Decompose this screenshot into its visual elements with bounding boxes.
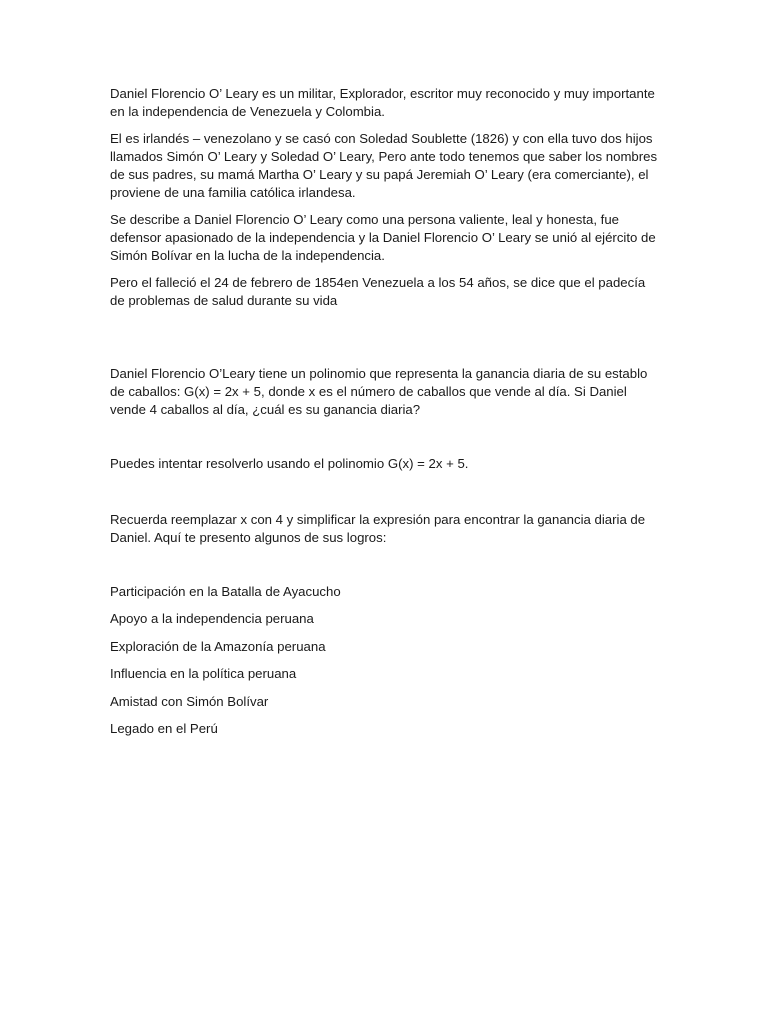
bio-paragraph-character: Se describe a Daniel Florencio O’ Leary como una persona valiente, leal y honesta, fue defensor apasionado de la independencia y la Daniel Florencio O’ Leary se unió al ejército de Simón Bolívar en la lucha de la independencia.	[110, 212, 656, 263]
biography-section	[110, 85, 658, 310]
bio-paragraph-intro: Daniel Florencio O’ Leary es un militar, Explorador, escritor muy reconocido y muy importante en la independencia de Venezuela y Colombia.	[110, 86, 655, 119]
achievement-item: Exploración de la Amazonía peruana	[110, 638, 326, 654]
hint-paragraph: Puedes intentar resolverlo usando el polinomio G(x) = 2x + 5.	[110, 456, 469, 471]
achievements-list	[110, 583, 658, 738]
document-body	[110, 85, 658, 747]
bio-paragraph-family: El es irlandés – venezolano y se casó con Soledad Soublette (1826) y con ella tuvo dos hijos llamados Simón O’ Leary y Soledad O’ Leary, Pero ante todo tenemos que saber los nombres de sus padres, su mamá Martha O’ Leary y su papá Jeremiah O’ Leary (era comerciante), el proviene de una familia católica irlandesa.	[110, 131, 658, 200]
spacer	[110, 419, 658, 455]
achievement-item: Apoyo a la independencia peruana	[110, 611, 314, 627]
achievement-item: Participación en la Batalla de Ayacucho	[110, 584, 341, 599]
spacer	[110, 319, 658, 365]
bio-paragraph-death: Pero el falleció el 24 de febrero de 1854en Venezuela a los 54 años, se dice que el padecía de problemas de salud durante su vida	[110, 275, 646, 308]
reminder-paragraph: Recuerda reemplazar x con 4 y simplificar la expresión para encontrar la ganancia diaria de Daniel. Aquí te presento algunos de sus logros:	[110, 512, 646, 545]
spacer	[110, 547, 658, 583]
achievement-item: Legado en el Perú	[110, 720, 218, 736]
achievement-item: Influencia en la política peruana	[110, 666, 297, 682]
spacer	[110, 473, 658, 511]
problem-paragraph: Daniel Florencio O’Leary tiene un polinomio que representa la ganancia diaria de su establo de caballos: G(x) = 2x + 5, donde x es el número de caballos que vende al día. Si Daniel vende 4 caballos al día, ¿cuál es su ganancia diaria?	[110, 366, 648, 417]
achievement-item: Amistad con Simón Bolívar	[110, 693, 269, 709]
